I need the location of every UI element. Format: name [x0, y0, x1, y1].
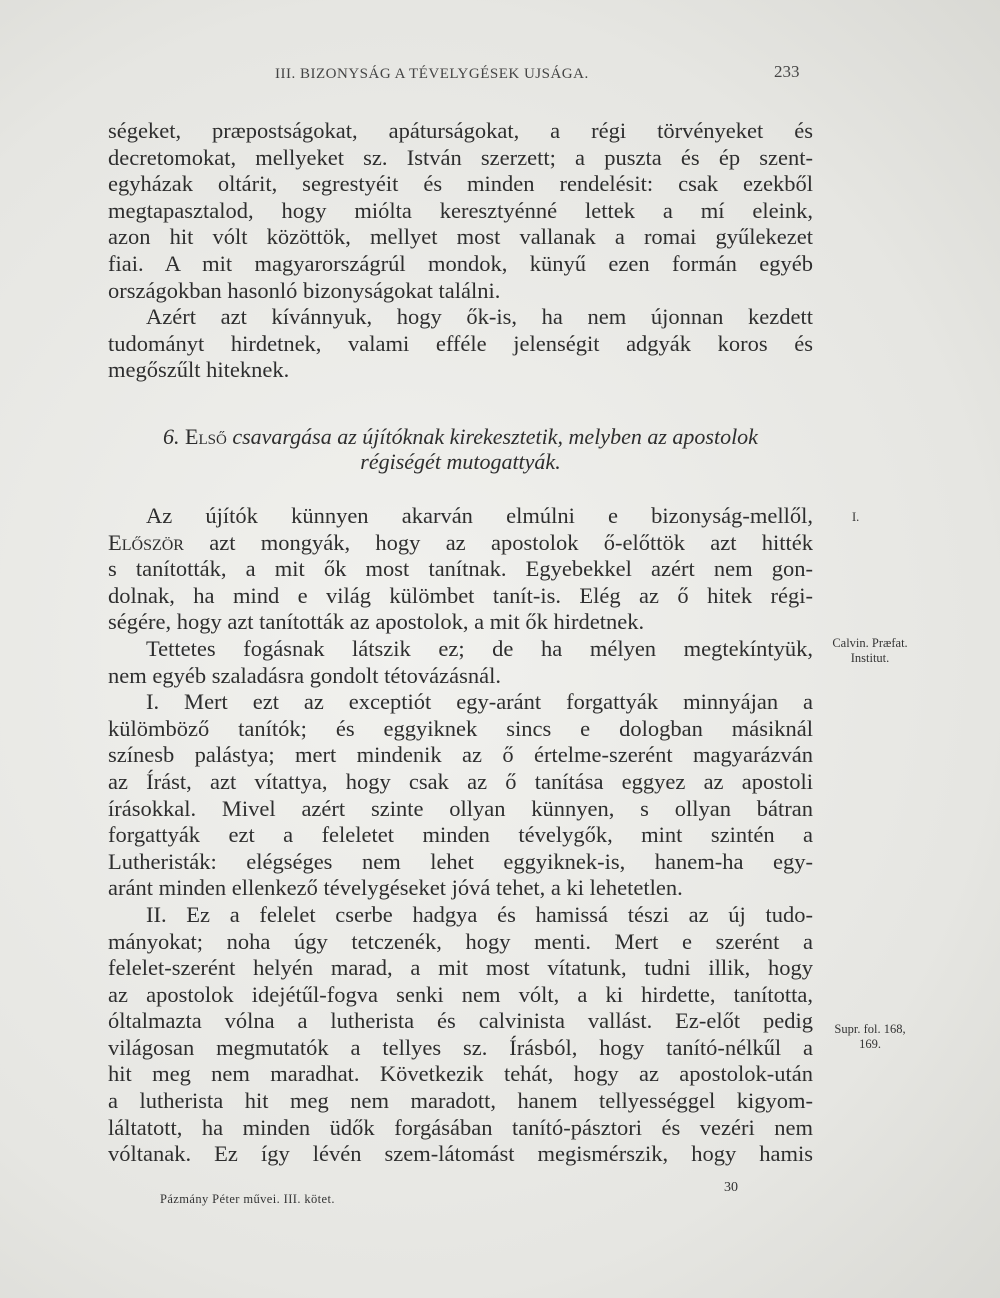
text-line: megtapasztalod, hogy miólta keresztyénné lettek a mí eleink,	[108, 197, 813, 223]
margin-note-2-line-1: Calvin. Præfat.	[832, 636, 908, 650]
text-line: Lutheristák: elégséges nem lehet eggyiknek-is, hanem-ha egy-	[108, 848, 813, 874]
section-first-word: Első	[185, 424, 227, 449]
footer-source: Pázmány Péter művei. III. kötet.	[160, 1192, 335, 1206]
text-line: tudományt hirdetnek, valami efféle jelenségit adgyák koros és	[108, 330, 813, 356]
text-line: az apostolok idejétűl-fogva senki nem vólt, a ki hirdette, tanította,	[108, 981, 813, 1007]
text-line: a lutherista hit meg nem maradott, hanem tellyességgel kigyom-	[108, 1088, 813, 1114]
text-line: mányokat; noha úgy tetczenék, hogy menti. Mert e szerént a	[108, 928, 813, 954]
text-line: írásokkal. Mivel azért szinte ollyan künnyen, s ollyan bátran	[108, 795, 813, 821]
text-line: aránt minden ellenkező tévelygéseket jóvá tehet, a ki lehetetlen.	[108, 875, 683, 901]
text-line: Az újítók künnyen akarván elmúlni e bizonyság-mellől,	[146, 503, 813, 528]
text-line: fiai. A mit magyarországrúl mondok, künyű ezen formán egyéb	[108, 250, 813, 276]
section-number: 6.	[163, 424, 180, 449]
text-line: I. Mert ezt az exceptiót egy-aránt forgattyák minnyájan a	[146, 689, 813, 715]
text-line: világosan megmutatók a tellyes sz. Írásból, hogy tanító-nélkűl a	[108, 1034, 813, 1060]
paragraph-block-top	[108, 118, 813, 384]
text-line: óltalmazta vólna a lutherista és calvinista vallást. Ez-előt pedig	[108, 1008, 813, 1034]
text-line: vóltanak. Ez így lévén szem-látomást megismérszik, hogy hamis	[108, 1141, 813, 1167]
text-line: ségére, hogy azt tanították az apostolok, a mit ők hirdetnek.	[108, 609, 645, 635]
margin-note-1: I.	[852, 510, 860, 524]
small-caps-word: Először	[108, 529, 184, 555]
paragraph-block-main	[108, 503, 813, 1168]
margin-note-3	[818, 1022, 922, 1052]
text-line: az Írást, azt vítattya, hogy csak az ő tanítása eggyez az apostoli	[108, 768, 813, 794]
text-line: decretomokat, mellyeket sz. István szerzett; a puszta és ép szent-	[108, 144, 813, 170]
text-line: megőszűlt hiteknek.	[108, 357, 290, 383]
text-line: országokban hasonló bizonyságokat találni.	[108, 277, 501, 303]
text-line: ségeket, præpostságokat, apáturságokat, a régi törvényeket és	[108, 118, 813, 143]
text-line: s tanították, a mit ők most tanítnak. Egyebekkel azért nem gon-	[108, 556, 813, 582]
text-line: színesb palástya; mert mindenik az ő értelme-szerént magyarázván	[108, 742, 813, 768]
text-line: forgattyák ezt a feleletet minden tévelygők, mint szintén a	[108, 822, 813, 848]
text-line: dolnak, ha mind e világ külömbet tanít-is. Elég az ő hitek régi-	[108, 582, 813, 608]
text-line: felelet-szerént helyén marad, a mit most vítatunk, tudni illik, hogy	[108, 955, 813, 981]
section-heading-rest: csavargása az újítóknak kirekesztetik, melyben az apostolok	[232, 424, 758, 449]
text-line: azon hit vólt közöttök, mellyet most vallanak a romai gyűlekezet	[108, 224, 813, 250]
text-line: Tettetes fogásnak látszik ez; de ha mélyen megtekíntyük,	[146, 635, 813, 661]
margin-note-3-line-2: 169.	[859, 1037, 881, 1051]
section-heading	[108, 424, 813, 474]
text-fragment: azt mongyák, hogy az apostolok ő-előttök azt hitték	[209, 529, 813, 555]
text-line: nem egyéb szaladásra gondolt tétovázásnál.	[108, 662, 501, 688]
margin-note-3-line-1: Supr. fol. 168,	[834, 1022, 906, 1036]
text-line: II. Ez a felelet cserbe hadgya és hamissá tészi az új tudo-	[146, 901, 813, 927]
section-heading-line-1	[108, 424, 813, 449]
page-number: 233	[774, 62, 800, 81]
text-line: hit meg nem maradhat. Következik tehát, hogy az apostolok-után	[108, 1061, 813, 1087]
text-line: külömböző tanítók; és eggyiknek sincs e dologban másiknál	[108, 715, 813, 741]
footer-signature: 30	[724, 1180, 738, 1195]
margin-note-2-line-2: Institut.	[850, 651, 890, 665]
section-heading-line-2: régiségét mutogattyák.	[360, 449, 561, 474]
text-line-with-smallcaps	[108, 530, 813, 557]
margin-note-2	[818, 636, 922, 666]
text-line: Azért azt kívánnyuk, hogy ők-is, ha nem újonnan kezdett	[146, 304, 813, 330]
text-line: egyházak oltárit, segrestyéit és minden rendelésit: csak ezekből	[108, 171, 813, 197]
running-head: III. BIZONYSÁG A TÉVELYGÉSEK UJSÁGA.	[275, 66, 589, 82]
text-line: láltatott, ha minden üdők forgásában tanító-pásztori és vezéri nem	[108, 1114, 813, 1140]
